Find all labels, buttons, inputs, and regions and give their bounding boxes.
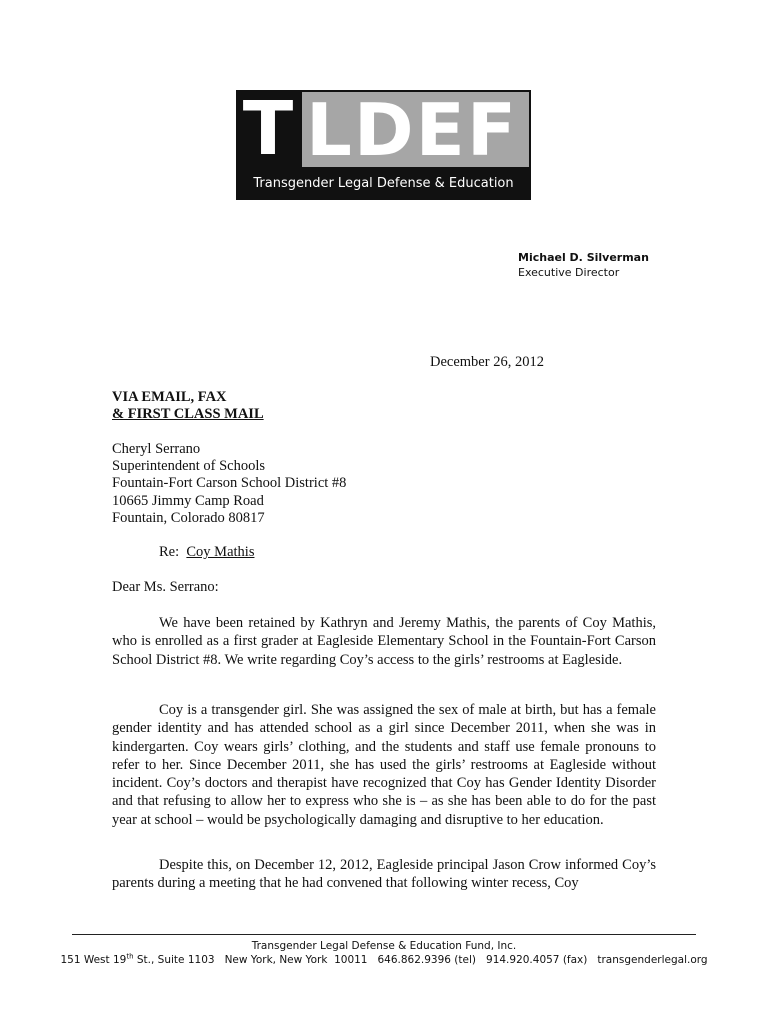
recipient-address (112, 441, 346, 527)
re-label: Re: (159, 544, 180, 560)
letterhead-footer (60, 939, 708, 967)
footer-divider (72, 934, 696, 935)
body-paragraph-2: Coy is a transgender girl. She was assigned the sex of male at birth, but has a female gender identity and has attended school as a girl since December 2011, when she was in kindergarten. Coy wears girls’ clothing, and the students and staff use female pronouns to refer to her. Since December 2011, she has used the girls’ restrooms at Eagleside without incident. Coy’s doctors and therapist have recognized that Coy has Gender Identity Disorder and that refusing to allow her to express who she is – as she has been able to do for the past year at school – would be psychologically damaging and disruptive to her education. (112, 702, 656, 828)
recipient-name: Cheryl Serrano (112, 441, 201, 457)
body-paragraph-3: Despite this, on December 12, 2012, Eagleside principal Jason Crow informed Coy’s parents during a meeting that he had convened that following winter recess, Coy (112, 857, 656, 892)
footer-org: Transgender Legal Defense & Education Fund, Inc. (251, 940, 517, 952)
tldef-logo (236, 86, 531, 219)
sender-block (518, 250, 649, 280)
sender-name: Michael D. Silverman (518, 251, 649, 264)
footer-address (60, 953, 708, 967)
delivery-method (112, 389, 264, 423)
re-subject: Coy Mathis (186, 544, 255, 560)
sender-title: Executive Director (518, 266, 620, 279)
footer-address-sup: th (126, 952, 134, 961)
recipient-title: Superintendent of Schools (112, 458, 266, 475)
recipient-street: 10665 Jimmy Camp Road (112, 492, 264, 509)
footer-address-start: 151 West 19 (60, 954, 127, 966)
salutation: Dear Ms. Serrano: (112, 579, 219, 595)
recipient-org: Fountain-Fort Carson School District #8 (112, 475, 347, 492)
logo-letters-ldef: LDEF (302, 92, 529, 167)
recipient-city: Fountain, Colorado 80817 (112, 509, 265, 526)
delivery-line-1: VIA EMAIL, FAX (112, 389, 227, 405)
footer-address-rest: St., Suite 1103 New York, New York 10011 646.862.9396 (tel) 914.920.4057 (fax) transgenderlegal.org (133, 954, 708, 966)
body-paragraph-1: We have been retained by Kathryn and Jeremy Mathis, the parents of Coy Mathis, who is enrolled as a first grader at Eagleside Elementary School in the Fountain-Fort Carson School District #8. We write regarding Coy’s access to the girls’ restrooms at Eagleside. (112, 615, 656, 668)
logo-tagline: Transgender Legal Defense & Education Fund (253, 176, 514, 219)
delivery-line-2: & FIRST CLASS MAIL (112, 406, 264, 423)
re-line (159, 544, 254, 561)
logo-letter-t: T (236, 90, 300, 168)
letter-date: December 26, 2012 (430, 354, 544, 370)
